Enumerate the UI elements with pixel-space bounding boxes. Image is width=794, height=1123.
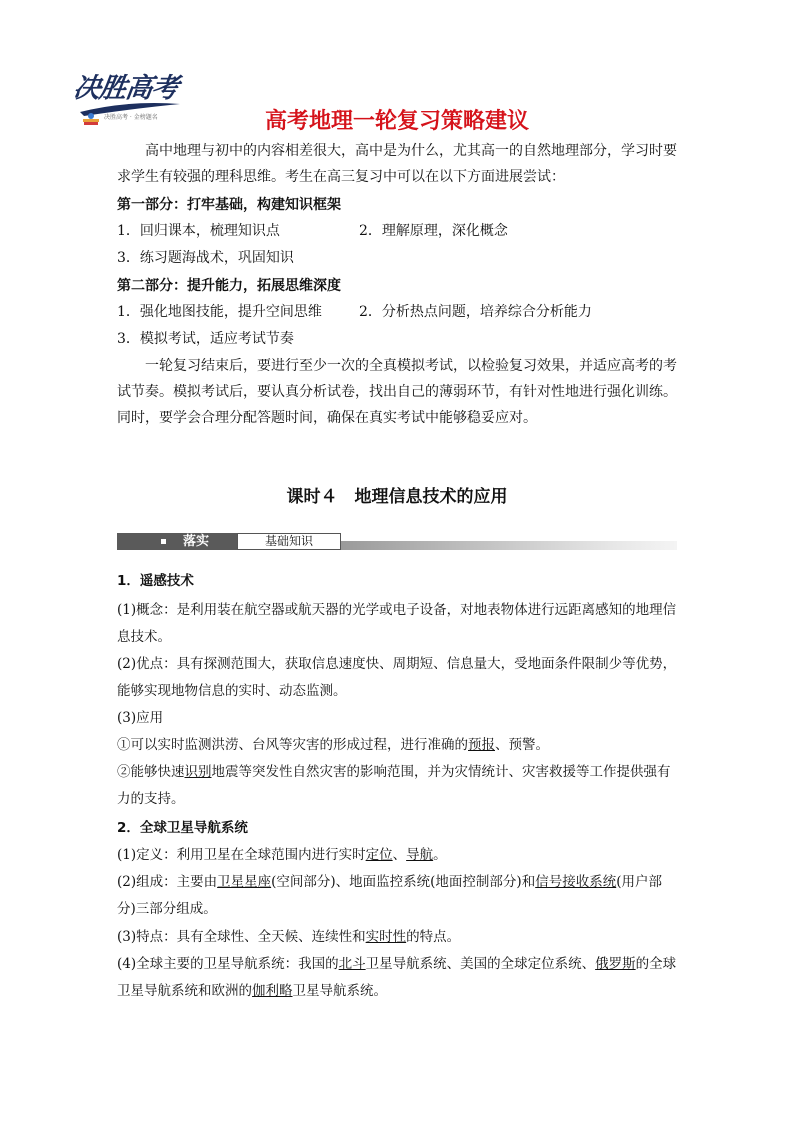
- part2-row1: [117, 299, 677, 325]
- s2-p4-underline3: 伽利略: [252, 983, 293, 999]
- s2-p1-underline2: 导航: [406, 847, 434, 863]
- s1-p5-b: 地震等突发性自然灾害的影响范围，并为灾情统计、灾害救援等工作提供强有力的支持。: [117, 764, 671, 807]
- s2-p3-underline: 实时性: [365, 929, 407, 945]
- intro-paragraph: 高中地理与初中的内容相差很大，高中是为什么，尤其高一的自然地理部分，学习时要求学生有较强的理科思维。考生在高三复习中可以在以下方面进展尝试：: [117, 143, 677, 185]
- s2-p4-c: 的全球卫星导航系统和欧洲的: [117, 956, 677, 999]
- s1-p2: (2)优点：具有探测范围大，获取信息速度快、周期短、信息量大，受地面条件限制少等优势，能够实现地物信息的实时、动态监测。: [117, 656, 677, 699]
- s2-p4-b: 卫星导航系统、美国的全球定位系统、: [365, 956, 596, 972]
- s1-p4-b: 、预警。: [495, 737, 549, 753]
- s2-heading: 2．全球卫星导航系统: [117, 820, 248, 836]
- s2-p3-b: 的特点。: [406, 929, 461, 945]
- section-bar-dark: [117, 533, 237, 550]
- s2-p1-a: (1)定义：利用卫星在全球范围内进行实时: [117, 847, 366, 863]
- s2-p2-c: (用户部分)三部分组成。: [117, 874, 662, 917]
- part2-item2: 2．分析热点问题，培养综合分析能力: [359, 304, 592, 320]
- s2-p3: [117, 924, 677, 951]
- s1-p5-underline: 识别: [184, 764, 212, 780]
- section-bar-dark-label: 落实: [183, 534, 210, 549]
- s1-p4-underline: 预报: [468, 737, 495, 753]
- part1-row1: [117, 218, 677, 244]
- s2-p4-underline2: 俄罗斯: [595, 956, 636, 972]
- s2-p4-a: (4)全球主要的卫星导航系统：我国的: [117, 956, 339, 972]
- page-title: 高考地理一轮复习策略建议: [264, 109, 529, 134]
- part1-item3: 3．练习题海战术，巩固知识: [117, 250, 294, 266]
- part2-item3: 3．模拟考试，适应考试节奏: [117, 331, 294, 347]
- section-bar-light-label: 基础知识: [237, 533, 341, 550]
- s1-p4-a: ①可以实时监测洪涝、台风等灾害的形成过程，进行准确的: [117, 737, 468, 753]
- logo-brand: 决胜高考: [71, 73, 180, 104]
- logo-tagline: 决胜高考 · 金榜题名: [104, 114, 158, 121]
- s2-p1: [117, 842, 677, 869]
- s2-p2-underline1: 卫星星座: [217, 874, 272, 890]
- s1-p3: (3)应用: [117, 710, 164, 726]
- s1-p5-a: ②能够快速: [117, 764, 185, 780]
- s2-p4: [117, 951, 677, 1005]
- s1-p1: (1)概念：是利用装在航空器或航天器的光学或电子设备，对地表物体进行远距离感知的地理信息技术。: [117, 602, 677, 645]
- part1-heading: 第一部分：打牢基础，构建知识框架: [117, 197, 341, 213]
- s2-p1-c: 。: [433, 847, 447, 863]
- part1-item2: 2．理解原理，深化概念: [359, 223, 508, 239]
- part1-item1: 1．回归课本，梳理知识点: [117, 223, 280, 239]
- closing-paragraph: 一轮复习结束后，要进行至少一次的全真模拟考试，以检验复习效果，并适应高考的考试节奏。模拟考试后，要认真分析试卷，找出自己的薄弱环节，有针对性地进行强化训练。同时，要学会合理分配答题时间，确保在真实考试中能够稳妥应对。: [117, 358, 677, 426]
- s2-p2-b: (空间部分)、地面监控系统(地面控制部分)和: [271, 874, 536, 890]
- s2-p4-d: 卫星导航系统。: [292, 983, 387, 999]
- section-bar: [117, 532, 677, 552]
- s2-p4-underline1: 北斗: [338, 956, 366, 972]
- s1-heading: 1．遥感技术: [117, 573, 194, 589]
- section-bar-fade: [341, 541, 677, 550]
- s2-p1-underline1: 定位: [365, 847, 393, 863]
- s2-p3-a: (3)特点：具有全球性、全天候、连续性和: [117, 929, 366, 945]
- s2-p2-a: (2)组成：主要由: [117, 874, 218, 890]
- part2-item1: 1．强化地图技能，提升空间思维: [117, 304, 322, 320]
- part2-heading: 第二部分：提升能力，拓展思维深度: [117, 278, 341, 294]
- s1-p5: [117, 759, 677, 813]
- square-bullet-icon: [161, 539, 166, 544]
- s1-p4: [117, 732, 677, 759]
- s2-p1-b: 、: [392, 847, 407, 863]
- s2-p2: [117, 869, 677, 923]
- s2-p2-underline2: 信号接收系统: [535, 874, 617, 890]
- lesson-title: 课时４ 地理信息技术的应用: [286, 487, 508, 507]
